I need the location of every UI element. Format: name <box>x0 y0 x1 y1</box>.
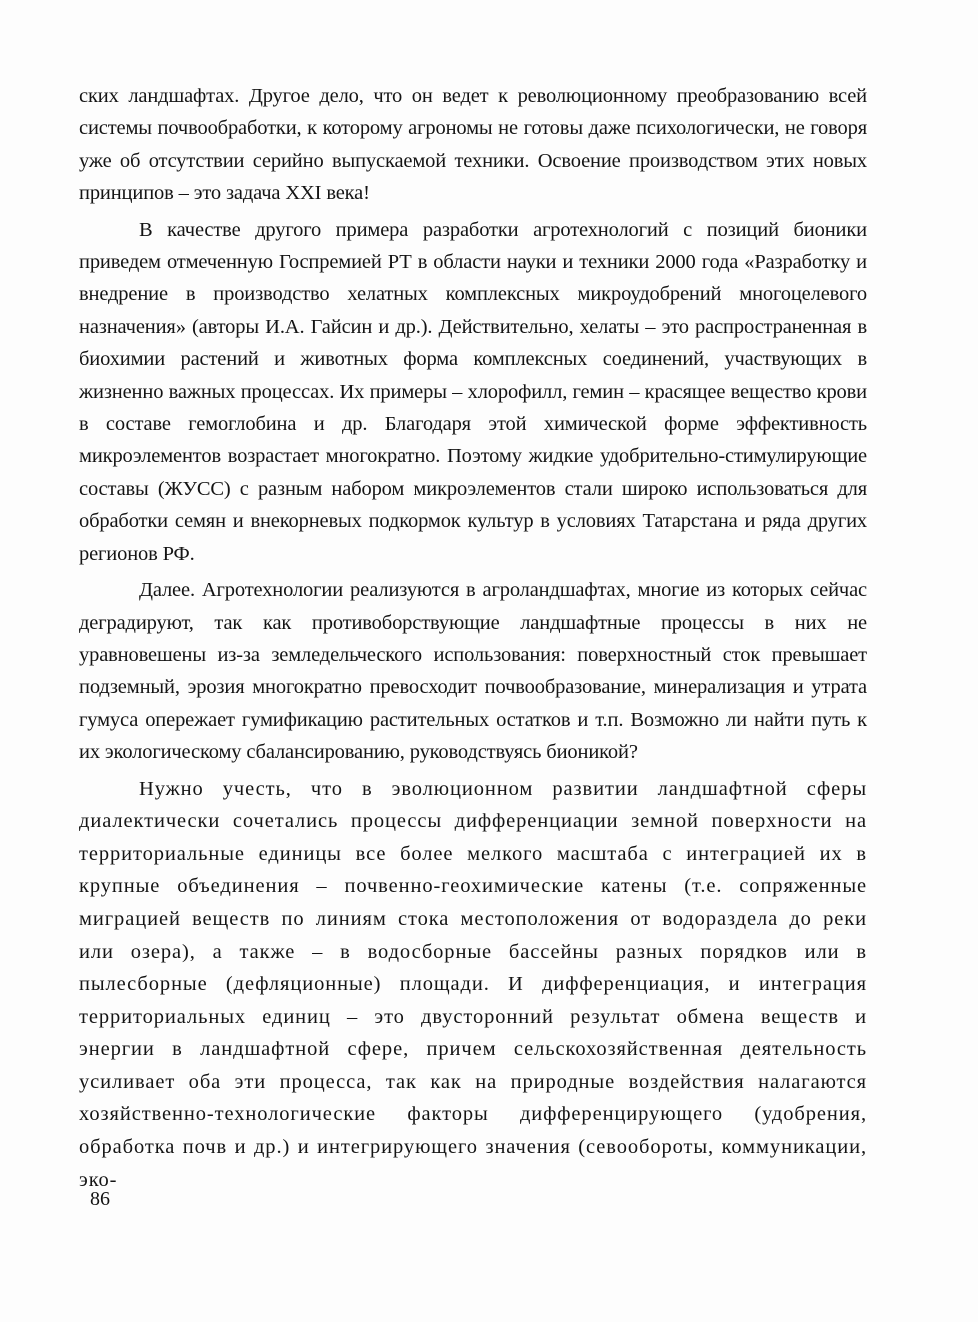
body-text <box>79 80 867 1196</box>
paragraph-2: В качестве другого примера разработки агротехнологий с позиций бионики приведем отмеченную Госпремией РТ в области науки и техники 2000 года «Разработку и внедрение в производство хелатных комплексных микроудобрений многоцелевого назначения» (авторы И.А. Гайсин и др.). Действительно, хелаты – это распространенная в биохимии растений и животных форма комплексных соединений, участвующих в жизненно важных процессах. Их примеры – хлорофилл, гемин – красящее вещество крови в составе гемоглобина и др. Благодаря этой химической форме эффективность микроэлементов возрастает многократно. Поэтому жидкие удобрительно-стимулирующие составы (ЖУСС) с разным набором микроэлементов стали широко использоваться для обработки семян и внекорневых подкормок культур в условиях Татарстана и ряда других регионов РФ. <box>79 218 867 565</box>
paragraph-3: Далее. Агротехнологии реализуются в агроландшафтах, многие из которых сейчас деградируют, так как противоборствующие ландшафтные процессы в них не уравновешены из-за земледельческого использования: поверхностный сток превышает подземный, эрозия многократно превосходит почвообразование, минерализация и утрата гумуса опережает гумификацию растительных остатков и т.п. Возможно ли найти путь к их экологическому сбалансированию, руководствуясь бионикой? <box>79 579 867 764</box>
paragraph-1: ских ландшафтах. Другое дело, что он ведет к революционному преобразованию всей системы почвообработки, к которому агрономы не готовы даже психологически, не говоря уже об отсутствии серийно выпускаемой техники. Освоение производством этих новых принципов – это задача XXI века! <box>79 85 867 205</box>
page-number: 86 <box>90 1188 110 1210</box>
paragraph-4: Нужно учесть, что в эволюционном развитии ландшафтной сферы диалектически сочетались процессы дифференциации земной поверхности на территориальные единицы все более мелкого масштаба с интеграцией их в крупные объединения – почвенно-геохимические катены (т.е. сопряженные миграцией веществ по линиям стока местоположения от водораздела до реки или озера), а также – в водосборные бассейны разных порядков или в пылесборные (дефляционные) площади. И дифференциация, и интеграция территориальных единиц – это двусторонний результат обмена веществ и энергии в ландшафтной сфере, причем сельскохозяйственная деятельность усиливает оба эти процесса, так как на природные воздействия налагаются хозяйственно-технологические факторы дифференцирующего (удобрения, обработка почв и др.) и интегрирующего значения (севообороты, коммуникации, эко- <box>79 777 867 1191</box>
